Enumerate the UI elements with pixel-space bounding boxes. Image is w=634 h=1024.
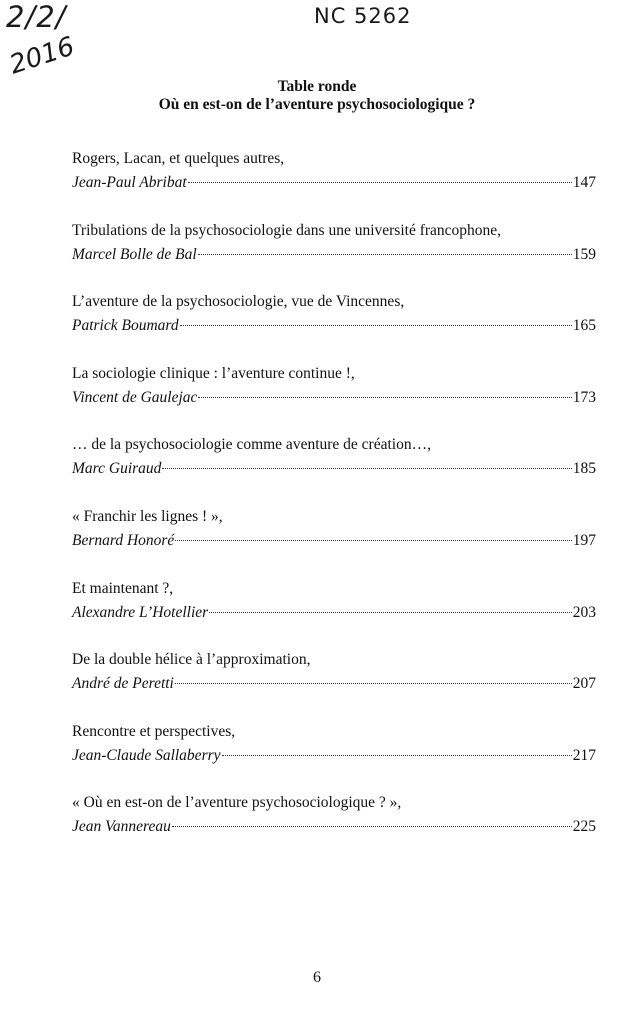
toc-entry-title: De la double hélice à l’approximation, [72,651,311,669]
toc-entry-author: Marcel Bolle de Bal [72,245,197,263]
handwritten-date: 2/2/ [6,0,67,34]
toc-entry-title: Rogers, Lacan, et quelques autres, [72,150,285,167]
dot-leader [180,325,572,326]
dot-leader [198,254,572,255]
dot-leader [162,468,571,469]
toc-entry [72,363,596,435]
toc-entry-author: Bernard Honoré [72,531,175,549]
toc-entry-page: 159 [572,245,596,263]
dot-leader [188,182,572,183]
dot-leader [172,826,572,827]
toc-entry-page: 185 [572,460,596,478]
toc-entry-author: Jean-Paul Abribat [72,174,187,191]
toc-entry-title: Rencontre et perspectives, [72,722,236,740]
dot-leader [198,397,571,398]
toc-entry-title: L’aventure de la psychosociologie, vue de Vincennes, [72,293,405,311]
toc-entry [72,578,596,650]
toc-entry-author: Alexandre L’Hotellier [72,603,209,621]
section-heading: Table ronde [277,78,357,95]
toc-entry [72,434,596,506]
section-subheading: Où en est-on de l’aventure psychosociologique ? [158,96,476,113]
dot-leader [222,755,572,756]
toc-entry-author: Jean-Claude Sallaberry [72,746,221,764]
toc-entry [72,291,596,363]
toc-entry-title: Tribulations de la psychosociologie dans une université francophone, [72,221,502,239]
toc-entry-page: 197 [572,531,596,549]
toc-entry-page: 165 [572,317,596,335]
table-of-contents [72,148,596,864]
dot-leader [175,683,572,684]
toc-entry-page: 225 [572,818,596,836]
toc-entry [72,220,596,292]
toc-entry-title: « Où en est-on de l’aventure psychosociologique ? », [72,794,402,812]
toc-entry [72,649,596,721]
toc-entry [72,721,596,793]
toc-entry [72,792,596,864]
toc-entry-author: Jean Vannereau [72,818,171,836]
toc-entry-title: La sociologie clinique : l’aventure continue !, [72,364,355,382]
toc-entry-author: Marc Guiraud [72,460,162,478]
handwritten-reference: NC 5262 [314,4,412,28]
handwritten-year: 2016 [6,31,79,81]
toc-entry-title: Et maintenant ?, [72,579,174,597]
dot-leader [175,540,571,541]
toc-entry-title: … de la psychosociologie comme aventure de création…, [72,436,431,454]
toc-entry-page: 147 [572,174,596,191]
toc-entry [72,148,596,220]
toc-entry-author: André de Peretti [72,675,174,693]
toc-entry-page: 203 [572,603,596,621]
toc-entry-title: « Franchir les lignes ! », [72,507,223,525]
toc-entry-author: Patrick Boumard [72,317,179,335]
toc-entry-author: Vincent de Gaulejac [72,388,198,406]
toc-entry-page: 173 [572,388,596,406]
dot-leader [209,612,572,613]
page-number: 6 [313,969,321,986]
toc-entry-page: 217 [572,746,596,764]
toc-entry [72,506,596,578]
toc-entry-page: 207 [572,675,596,693]
